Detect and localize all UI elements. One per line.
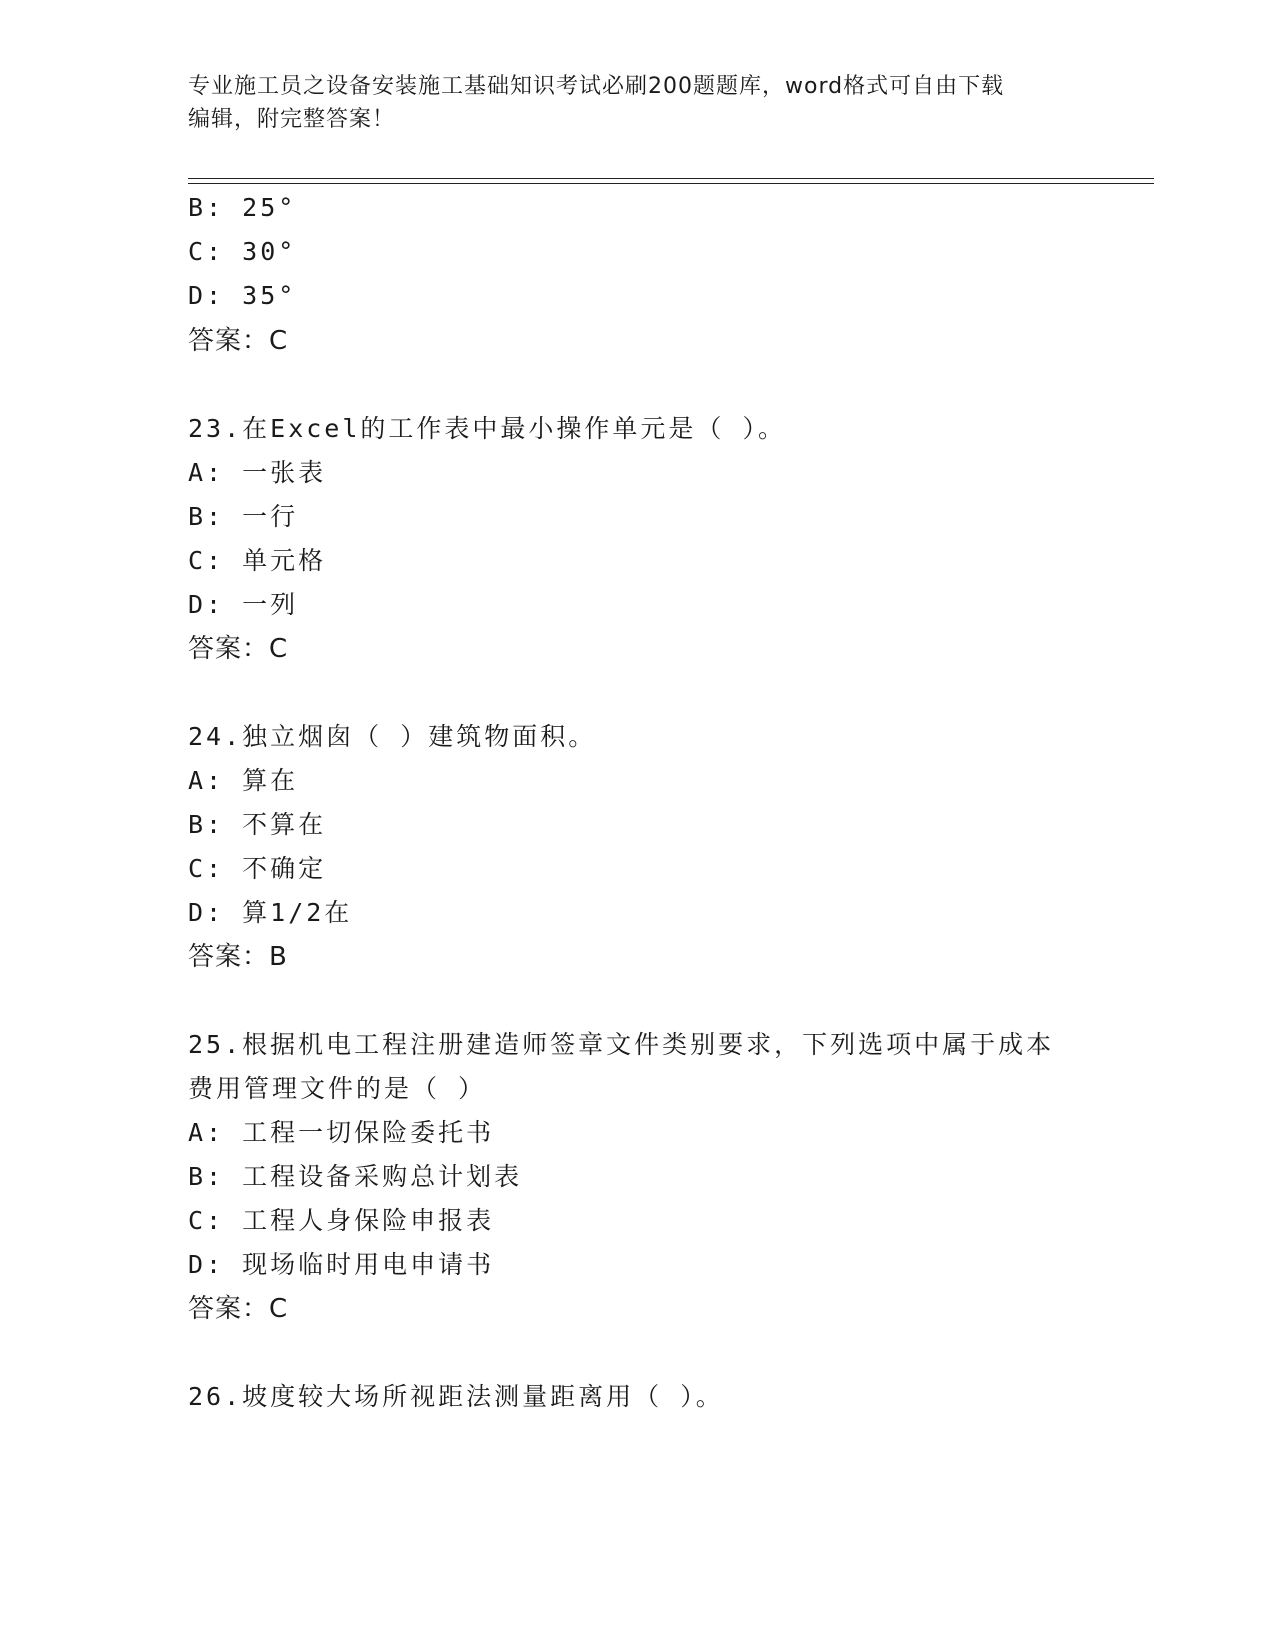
option-line: B: 不算在 (188, 810, 327, 839)
option-line: D: 现场临时用电申请书 (188, 1250, 495, 1279)
answer-line: 答案：C (188, 1294, 289, 1324)
option-line: D: 35° (188, 281, 297, 310)
question-line: 24.独立烟囱（ ）建筑物面积。 (188, 722, 597, 751)
header-divider-top (188, 178, 1154, 179)
question-line: 26.坡度较大场所视距法测量距离用（ ）。 (188, 1382, 724, 1411)
answer-line: 答案：B (188, 942, 288, 972)
option-line: B: 工程设备采购总计划表 (188, 1162, 523, 1191)
option-line: B: 一行 (188, 502, 299, 531)
header-divider-bottom (188, 183, 1154, 184)
question-line: 23.在Excel的工作表中最小操作单元是（ ）。 (188, 414, 786, 443)
document-header (188, 70, 1068, 136)
option-line: D: 算1/2在 (188, 898, 353, 927)
header-line-1: 专业施工员之设备安装施工基础知识考试必刷200题题库，word格式可自由下载 (188, 74, 1005, 99)
option-line: D: 一列 (188, 590, 299, 619)
option-line: A: 算在 (188, 766, 299, 795)
option-line: C: 不确定 (188, 854, 327, 883)
header-line-2: 编辑，附完整答案！ (188, 107, 396, 132)
option-line: C: 单元格 (188, 546, 327, 575)
option-line: B: 25° (188, 193, 297, 222)
answer-line: 答案：C (188, 634, 289, 664)
option-line: C: 30° (188, 237, 297, 266)
question-line: 费用管理文件的是（ ） (188, 1074, 487, 1103)
option-line: A: 一张表 (188, 458, 327, 487)
option-line: C: 工程人身保险申报表 (188, 1206, 495, 1235)
question-line: 25.根据机电工程注册建造师签章文件类别要求，下列选项中属于成本 (188, 1030, 1055, 1059)
answer-line: 答案：C (188, 326, 289, 356)
option-line: A: 工程一切保险委托书 (188, 1118, 495, 1147)
